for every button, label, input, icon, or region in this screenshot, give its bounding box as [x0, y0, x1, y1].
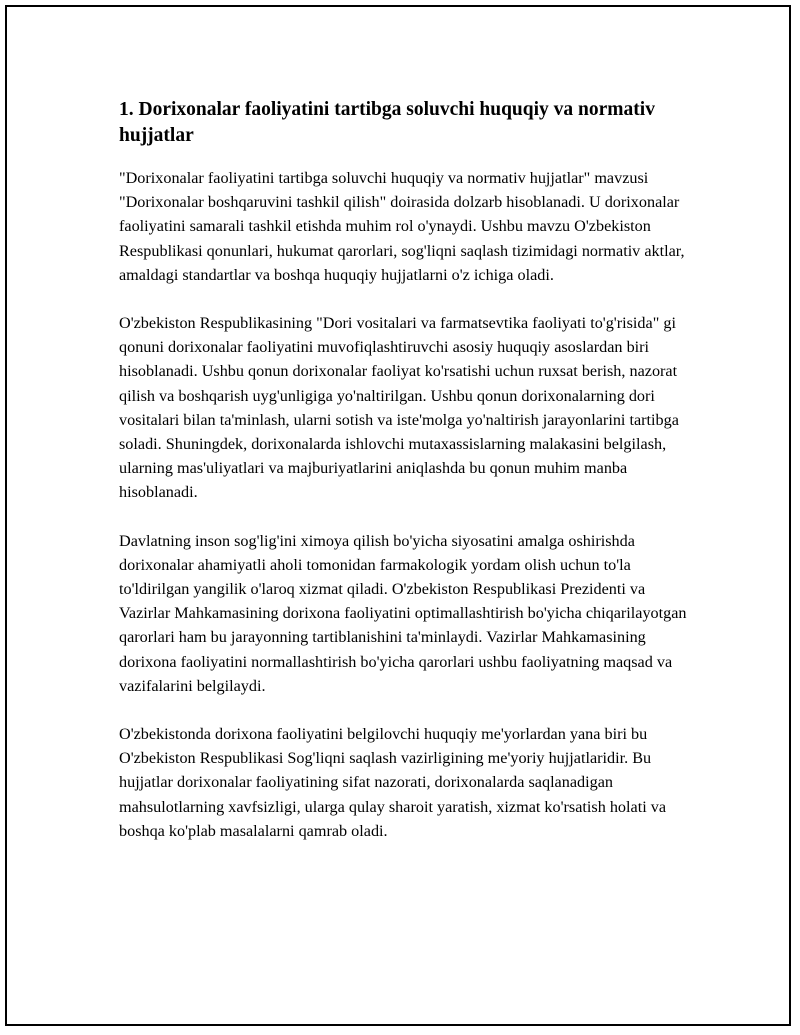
paragraph-3: Davlatning inson sog'lig'ini ximoya qilish bo'yicha siyosatini amalga oshirishda dorixonalar ahamiyatli aholi tomonidan farmakologik yordam olish uchun to'la to'ldirilgan yangilik o'laroq xizmat qiladi. O'zbekiston Respublikasi Prezidenti va Vazirlar Mahkamasining dorixona faoliyatini optimallashtirish bo'yicha chiqarilayotgan qarorlari ham bu jarayonning tartiblanishini ta'minlaydi. Vazirlar Mahkamasining dorixona faoliyatini normallashtirish bo'yicha qarorlari ushbu faoliyatning maqsad va vazifalarini belgilaydi.	[119, 531, 687, 695]
paragraph-4: O'zbekistonda dorixona faoliyatini belgilovchi huquqiy me'yorlardan yana biri bu O'zbekiston Respublikasi Sog'liqni saqlash vazirligining me'yoriy hujjatlaridir. Bu hujjatlar dorixonalar faoliyatining sifat nazorati, dorixonalarda saqlanadigan mahsulotlarning xavfsizligi, ularga qulay sharoit yaratish, xizmat ko'rsatish holati va boshqa ko'plab masalalarni qamrab oladi.	[119, 725, 667, 840]
paragraph-1: "Dorixonalar faoliyatini tartibga soluvchi huquqiy va normativ hujjatlar" mavzusi "Dorixonalar boshqaruvini tashkil qilish" doirasida dolzarb hisoblanadi. U dorixonalar faoliyatini samarali tashkil etishda muhim rol o'ynaydi. Ushbu mavzu O'zbekiston Respublikasi qonunlari, hukumat qarorlari, sog'liqni saqlash tizimidagi normativ aktlar, amaldagi standartlar va boshqa huquqiy hujjatlarni o'z ichiga oladi.	[119, 169, 685, 284]
document-page	[5, 5, 791, 1026]
document-body	[119, 97, 691, 867]
section-heading: 1. Dorixonalar faoliyatini tartibga soluvchi huquqiy va normativ hujjatlar	[119, 99, 655, 146]
paragraph-2: O'zbekiston Respublikasining "Dori vositalari va farmatsevtika faoliyati to'g'risida" gi qonuni dorixonalar faoliyatini muvofiqlashtiruvchi asosiy huquqiy asoslardan biri hisoblanadi. Ushbu qonun dorixonalar faoliyat ko'rsatishi uchun ruxsat berish, nazorat qilish va boshqarish uyg'unligiga yo'naltirilgan. Ushbu qonun dorixonalarning dori vositalari bilan ta'minlash, ularni sotish va iste'molga yo'naltirish jarayonlarini tartibga soladi. Shuningdek, dorixonalarda ishlovchi mutaxassislarning malakasini belgilash, ularning mas'uliyatlari va majburiyatlarini aniqlashda bu qonun muhim manba hisoblanadi.	[119, 314, 679, 502]
